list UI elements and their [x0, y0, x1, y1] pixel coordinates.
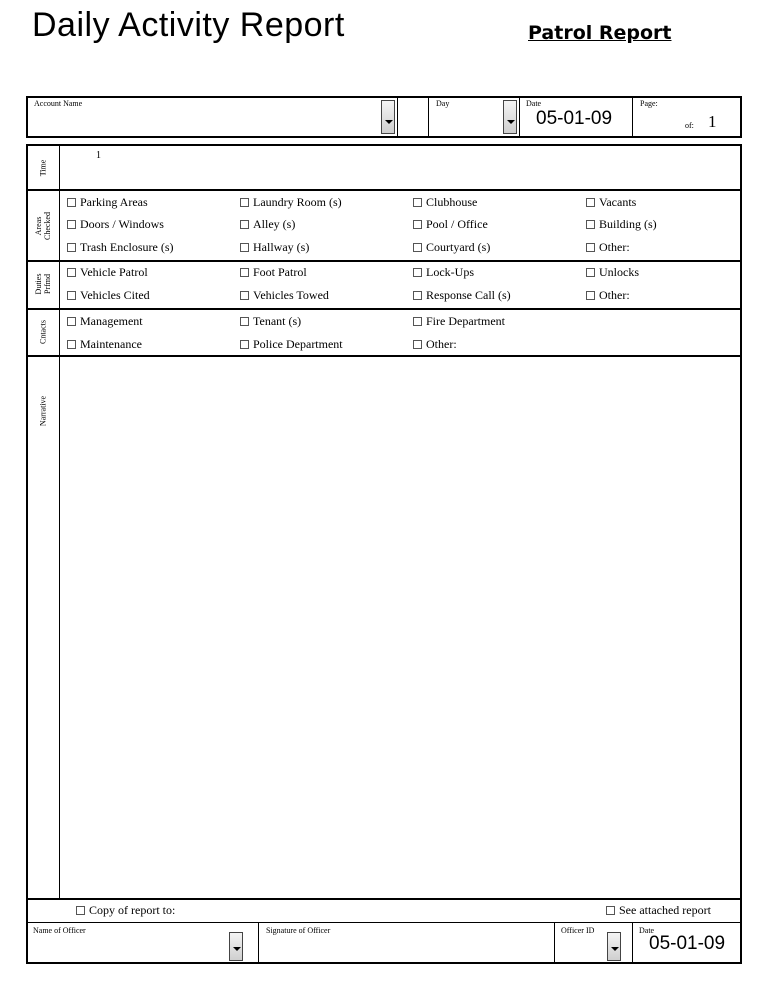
section-divider: [26, 308, 742, 310]
narrative-label: Narrative: [38, 395, 48, 427]
day-label: Day: [436, 99, 450, 108]
page-title: Daily Activity Report: [32, 6, 345, 44]
checkbox-doors-windows[interactable]: Doors / Windows: [67, 217, 164, 231]
of-label: of:: [685, 121, 694, 130]
divider: [632, 922, 633, 964]
divider: [632, 96, 633, 138]
checkbox-see-attached-report[interactable]: See attached report: [606, 903, 711, 917]
section-divider: [26, 355, 742, 357]
checkbox-clubhouse[interactable]: Clubhouse: [413, 195, 477, 209]
checkbox-vehicle-patrol[interactable]: Vehicle Patrol: [67, 265, 148, 279]
footer-date-value[interactable]: 05-01-09: [649, 933, 726, 954]
time-label: Time: [38, 159, 48, 177]
checkbox-hallway[interactable]: Hallway (s): [240, 240, 309, 254]
checkbox-vehicles-towed[interactable]: Vehicles Towed: [240, 288, 329, 302]
day-dropdown[interactable]: [503, 100, 517, 134]
divider: [397, 96, 398, 138]
checkbox-courtyard[interactable]: Courtyard (s): [413, 240, 490, 254]
checkbox-copy-of-report[interactable]: Copy of report to:: [76, 903, 175, 917]
officer-name-label: Name of Officer: [33, 926, 86, 935]
label-column-divider: [59, 144, 60, 899]
checkbox-fire-department[interactable]: Fire Department: [413, 314, 505, 328]
officer-id-dropdown[interactable]: [607, 932, 621, 961]
checkbox-duties-other[interactable]: Other:: [586, 288, 630, 302]
divider: [554, 922, 555, 964]
checkbox-parking-areas[interactable]: Parking Areas: [67, 195, 148, 209]
checkbox-vehicles-cited[interactable]: Vehicles Cited: [67, 288, 150, 302]
checkbox-areas-other[interactable]: Other:: [586, 240, 630, 254]
of-value[interactable]: 1: [708, 112, 717, 131]
checkbox-response-call[interactable]: Response Call (s): [413, 288, 511, 302]
checkbox-trash-enclosure[interactable]: Trash Enclosure (s): [67, 240, 174, 254]
date-value[interactable]: 05-01-09: [536, 108, 613, 129]
checkbox-lock-ups[interactable]: Lock-Ups: [413, 265, 474, 279]
officer-id-label: Officer ID: [561, 926, 595, 935]
footer-date-label: Date: [639, 926, 655, 935]
narrative-textarea[interactable]: [61, 358, 740, 897]
section-divider: [26, 898, 742, 900]
account-name-label: Account Name: [34, 99, 83, 108]
account-name-dropdown[interactable]: [381, 100, 395, 134]
page-subtitle: Patrol Report: [528, 22, 672, 44]
checkbox-building[interactable]: Building (s): [586, 217, 657, 231]
checkbox-foot-patrol[interactable]: Foot Patrol: [240, 265, 307, 279]
checkbox-laundry-room[interactable]: Laundry Room (s): [240, 195, 342, 209]
officer-name-dropdown[interactable]: [229, 932, 243, 961]
areas-checked-label: Areas Checked: [34, 212, 52, 240]
checkbox-alley[interactable]: Alley (s): [240, 217, 295, 231]
duties-performed-label: Duties Prfmd: [34, 273, 52, 295]
section-divider: [26, 260, 742, 262]
checkbox-pool-office[interactable]: Pool / Office: [413, 217, 488, 231]
time-value[interactable]: 1: [96, 150, 101, 161]
signature-label: Signature of Officer: [266, 926, 331, 935]
section-divider: [26, 922, 742, 923]
checkbox-maintenance[interactable]: Maintenance: [67, 337, 142, 351]
divider: [519, 96, 520, 138]
date-label: Date: [526, 99, 542, 108]
page-label: Page:: [640, 99, 658, 108]
checkbox-vacants[interactable]: Vacants: [586, 195, 636, 209]
checkbox-management[interactable]: Management: [67, 314, 143, 328]
checkbox-tenant[interactable]: Tenant (s): [240, 314, 301, 328]
divider: [428, 96, 429, 138]
checkbox-unlocks[interactable]: Unlocks: [586, 265, 639, 279]
checkbox-police-department[interactable]: Police Department: [240, 337, 343, 351]
checkbox-contacts-other[interactable]: Other:: [413, 337, 457, 351]
contacts-label: Cntacts: [38, 320, 48, 344]
divider: [258, 922, 259, 964]
section-divider: [26, 189, 742, 191]
